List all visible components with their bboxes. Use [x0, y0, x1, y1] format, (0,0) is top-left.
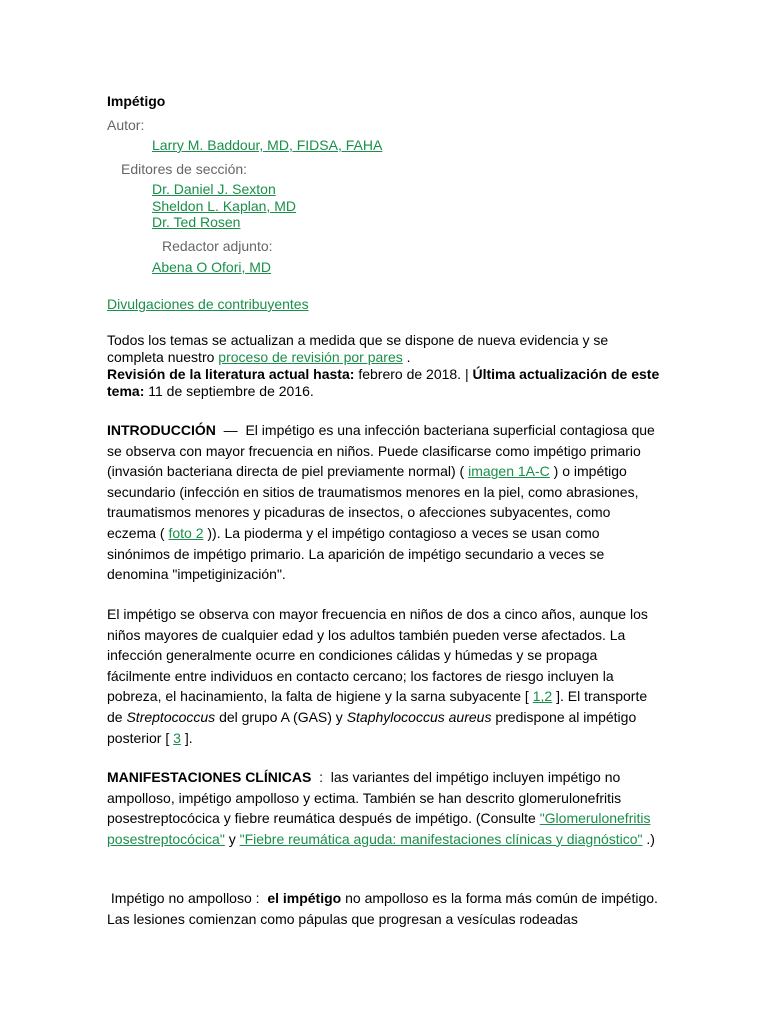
intro-text: El impétigo es una infección bacteriana superficial contagiosa que se observa con mayor frecuencia en niños. Puede clasificarse como impétigo primario (invasión bacteriana directa de piel previamente normal) (: [107, 422, 655, 480]
image-link[interactable]: imagen 1A-C: [468, 463, 550, 480]
epidemiology-paragraph: [107, 604, 662, 748]
nonbullous-paragraph: [107, 888, 662, 929]
lit-review-colon: :: [349, 366, 355, 382]
epi-text: El impétigo se observa con mayor frecuencia en niños de dos a cinco años, aunque los niños mayores de cualquier edad y los adultos también pueden verse afectados. La infección generalmente ocurre en condiciones cálidas y húmedas y se propaga fácilmente entre individuos en contacto cercano; los factores de riesgo incluyen la pobreza, el hacinamiento, la falta de higiene y la sarna subyacente [: [107, 606, 648, 705]
clinical-paragraph: [107, 767, 662, 849]
epi-text: predispone al impétigo posterior [: [107, 708, 637, 746]
section-editor-link[interactable]: [152, 181, 276, 198]
reference-link[interactable]: 1,2: [532, 688, 553, 705]
epi-text: ]. El transporte de: [107, 688, 648, 725]
author-label: Autor:: [107, 117, 145, 133]
deputy-editor-link-text[interactable]: Abena O Ofori, MD: [152, 259, 272, 275]
section-editor-link-text[interactable]: Dr. Daniel J. Sexton: [152, 181, 276, 197]
peer-review-link[interactable]: proceso de revisión por pares: [218, 349, 403, 365]
lit-review-value: febrero de 2018. |: [354, 366, 473, 382]
nonbullous-bold: el impétigo: [267, 890, 342, 906]
intro-heading: INTRODUCCIÓN: [107, 422, 216, 438]
organism-name: Staphylococcus aureus: [346, 708, 492, 725]
intro-text: ) o impétigo secundario (infección en sitios de traumatismos menores en la piel, como abrasiones, traumatismos menores y picaduras de insectos, o afecciones subyacentes, como eczema (: [107, 463, 639, 541]
update-text: Todos los temas se actualizan a medida que se dispone de nueva evidencia y se completa nuestro: [107, 332, 609, 365]
update-text: .: [402, 349, 411, 365]
section-editor-link[interactable]: [152, 198, 296, 215]
deputy-editor-link[interactable]: [152, 259, 271, 276]
deputy-editor-label: Redactor adjunto:: [162, 238, 273, 254]
update-info: [107, 332, 662, 400]
organism-name: Streptococcus: [126, 708, 216, 725]
clinical-text: y: [224, 830, 240, 847]
intro-text: )). La pioderma y el impétigo contagioso a veces se usan como sinónimos de impétigo primario. La aparición de impétigo secundario a veces se denomina "impetiginización".: [107, 524, 605, 583]
last-update-value: 11 de septiembre de 2016.: [144, 383, 314, 399]
section-editor-link-text[interactable]: Sheldon L. Kaplan, MD: [152, 198, 296, 214]
photo-link[interactable]: foto 2: [168, 524, 204, 541]
clinical-separator: :: [311, 769, 331, 785]
nonbullous-label: Impétigo no ampolloso :: [107, 890, 268, 906]
section-editors-label: Editores de sección:: [121, 161, 248, 177]
page-title: Impétigo: [107, 93, 166, 109]
clinical-text: las variantes del impétigo incluyen impétigo no ampolloso, impétigo ampolloso y ectima. También se han descrito glomerulonefritis posestreptocócica y fiebre reumática después de impétigo. (Consulte: [107, 769, 622, 827]
epi-text: ].: [180, 729, 193, 746]
author-link[interactable]: [152, 137, 382, 154]
clinical-heading: MANIFESTACIONES CLÍNICAS: [107, 769, 312, 785]
intro-paragraph: [107, 420, 662, 585]
lit-review-label: Revisión de la literatura actual hasta: [107, 366, 350, 382]
section-editor-link-text[interactable]: Dr. Ted Rosen: [152, 214, 241, 230]
last-update-label: Última actualización de este tema: [107, 366, 660, 399]
author-link-text[interactable]: Larry M. Baddour, MD, FIDSA, FAHA: [152, 137, 383, 153]
disclosures-link[interactable]: [107, 296, 309, 313]
section-editor-link[interactable]: [152, 214, 240, 231]
glomerulonephritis-link[interactable]: "Glomerulonefritis posestreptocócica": [107, 810, 651, 847]
rheumatic-fever-link[interactable]: "Fiebre reumática aguda: manifestaciones clínicas y diagnóstico": [239, 830, 643, 847]
disclosures-link-text[interactable]: Divulgaciones de contribuyentes: [107, 296, 309, 312]
clinical-text: .): [642, 830, 655, 847]
epi-text: del grupo A (GAS) y: [215, 708, 347, 725]
last-update-colon: :: [139, 383, 145, 399]
reference-link[interactable]: 3: [173, 729, 181, 746]
intro-dash: —: [215, 422, 246, 438]
nonbullous-text: no ampolloso es la forma más común de impétigo. Las lesiones comienzan como pápulas que progresan a vesículas rodeadas: [107, 890, 658, 927]
